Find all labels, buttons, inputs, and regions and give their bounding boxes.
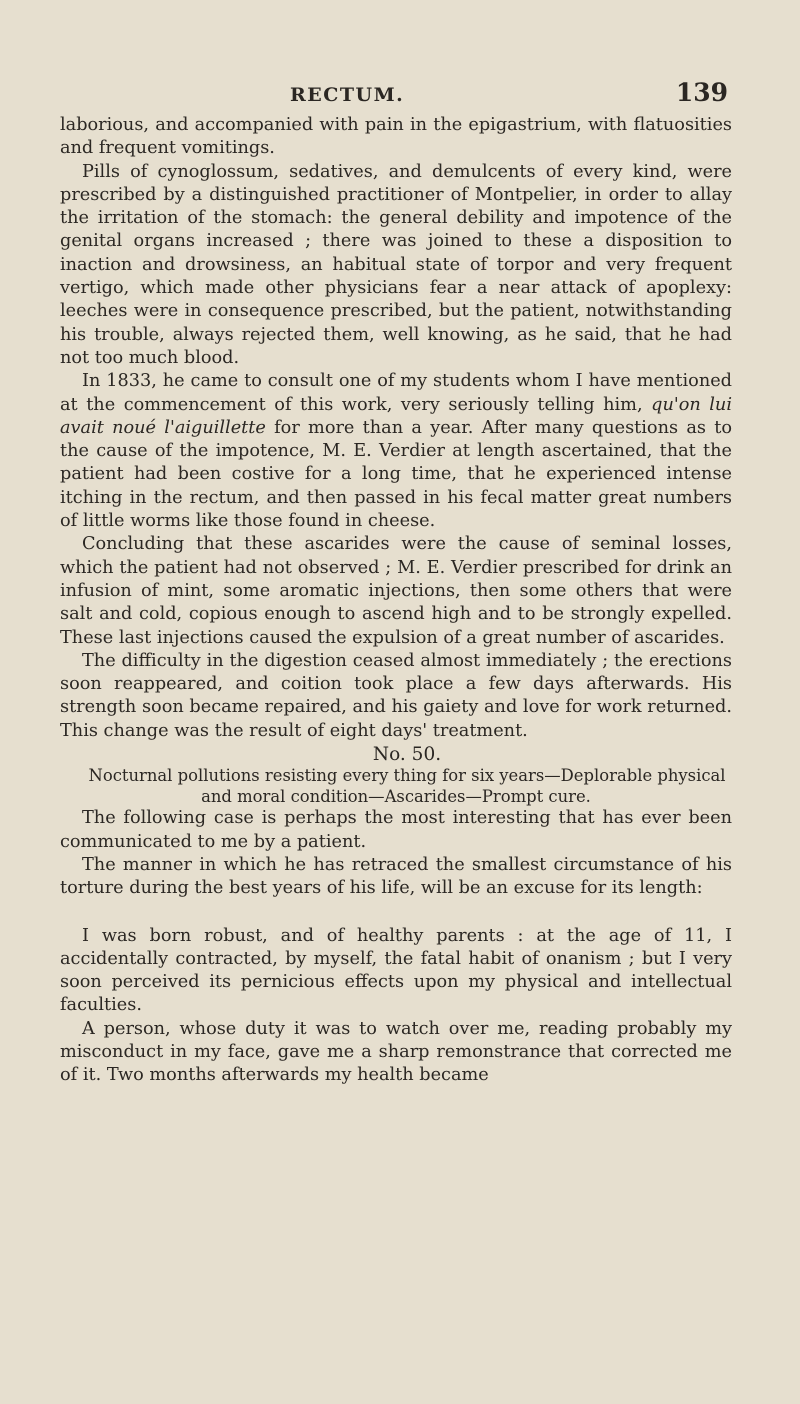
paragraph-recovery: The difficulty in the digestion ceased almost immediately ; the erections soon reappeared, and coition took place a few days afterwards. His strength soon became repaired, and his gaiety and love for work returned. This change was the result of eight days' treatment. bbox=[60, 650, 732, 741]
paragraph-pills: Pills of cynoglossum, sedatives, and demulcents of every kind, were prescribed by a distinguished practitioner of Montpelier, in order to allay the irritation of the stomach: the general debility and impotence of the genital organs increased ; there was joined to these a disposition to inaction and drowsiness, an habitual state of torpor and very frequent vertigo, which made other physicians fear a near attack of apoplexy: leeches were in consequence prescribed, but the patient, notwithstanding his trouble, always rejected them, well knowing, as he said, that he had not too much blood. bbox=[60, 161, 732, 368]
paragraph-continuation: laborious, and accompanied with pain in the epigastrium, with flatuosities and frequent vomitings. bbox=[60, 115, 732, 159]
paragraph-1833 bbox=[60, 370, 732, 533]
case-number: No. 50. bbox=[372, 744, 442, 766]
case-narrative-1: I was born robust, and of healthy parents : at the age of 11, I accidentally contracted, by myself, the fatal habit of onanism ; but I very soon perceived its pernicious effects upon my physical and intellectual faculties. bbox=[60, 925, 732, 1016]
page-number: 139 bbox=[675, 78, 728, 107]
page-header bbox=[290, 78, 728, 107]
paragraph-1833-end: for more than a year. After many questions as to the cause of the impotence, M. E. Verdier at length ascertained, that the patient had been costive for a long time, that he experienced intense itching in the rectum, and then passed in his fecal matter great numbers of little worms like those found in cheese. bbox=[60, 417, 732, 532]
case-intro: The following case is perhaps the most interesting that has ever been communicated to me by a patient. bbox=[60, 808, 732, 852]
case-manner: The manner in which he has retraced the smallest circumstance of his torture during the best years of his life, will be an excuse for its length: bbox=[60, 854, 732, 899]
french-phrase: qu'on lui avait noué l'aiguillette bbox=[60, 394, 732, 438]
running-head: RECTUM. bbox=[290, 84, 405, 106]
paragraph-1833-start: In 1833, he came to consult one of my students whom I have mentioned at the commencement of this work, very seriously telling him, bbox=[60, 371, 732, 415]
case-summary: Nocturnal pollutions resisting every thing for six years—Deplorable physical and moral condition—Ascarides—Prompt cure. bbox=[88, 766, 726, 806]
section-gap bbox=[60, 901, 732, 925]
paragraph-ascarides: Concluding that these ascarides were the cause of seminal losses, which the patient had not observed ; M. E. Verdier prescribed for drink an infusion of mint, some aromatic injections, then some others that were salt and cold, copious enough to ascend high and to be strongly expelled. These last injections caused the expulsion of a great number of ascarides. bbox=[60, 534, 732, 648]
body-text bbox=[60, 114, 732, 1088]
case-narrative-2: A person, whose duty it was to watch over me, reading probably my misconduct in my face, gave me a sharp remonstrance that corrected me of it. Two months afterwards my health became bbox=[60, 1018, 732, 1086]
